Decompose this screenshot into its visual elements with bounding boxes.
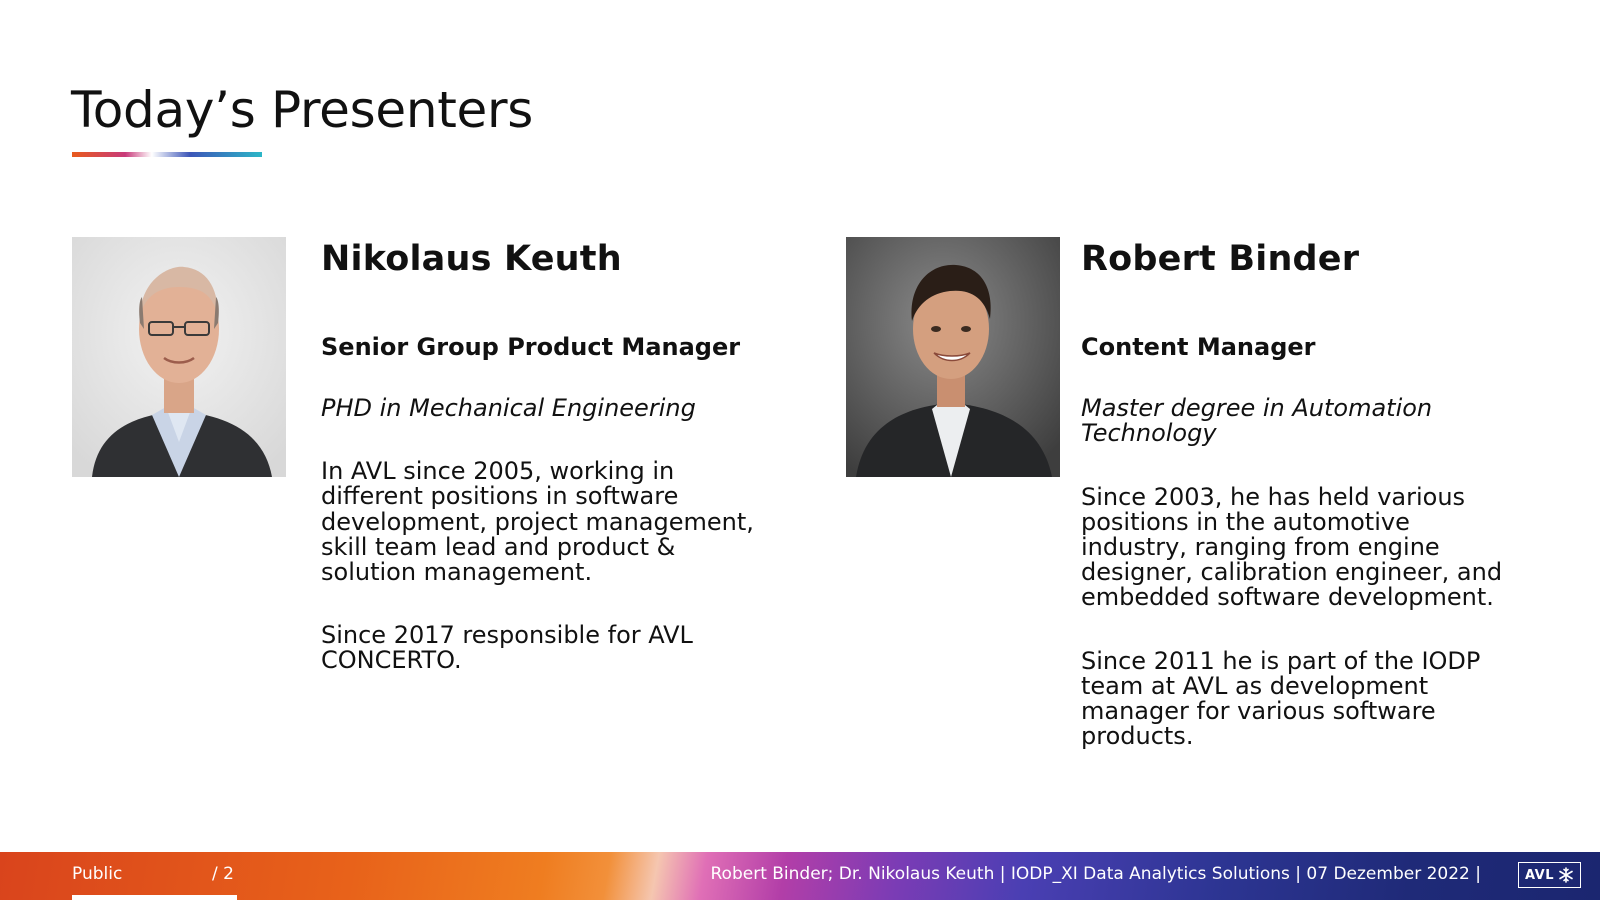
presenter-bio-paragraph: Since 2011 he is part of the IODP team at AVL as development manager for various software products. xyxy=(1081,646,1481,751)
presenter-bio-paragraph: In AVL since 2005, working in different positions in software development, project management, skill team lead and product & solution management. xyxy=(321,457,754,586)
avl-logo xyxy=(1518,862,1581,888)
title-underline xyxy=(72,152,262,157)
presenter-photo-binder xyxy=(846,237,1060,477)
presenter-name: Robert Binder xyxy=(1081,239,1360,279)
presenter-photo-keuth xyxy=(72,237,286,477)
presenter-degree: Master degree in Automation Technology xyxy=(1081,393,1433,448)
presenter-name: Nikolaus Keuth xyxy=(321,239,622,279)
presenter-role: Content Manager xyxy=(1081,333,1316,361)
slide-footer xyxy=(0,852,1600,900)
presenter-info-binder xyxy=(1081,238,1521,749)
presenter-bio-paragraph: Since 2017 responsible for AVL CONCERTO. xyxy=(321,621,693,675)
presenter-info-keuth xyxy=(321,238,776,674)
footer-credits: Robert Binder; Dr. Nikolaus Keuth | IODP_XI Data Analytics Solutions | 07 Dezember 2022 | xyxy=(710,864,1481,884)
slide-title: Today’s Presenters xyxy=(71,81,534,139)
presenter-role: Senior Group Product Manager xyxy=(321,333,741,361)
footer-accent-bar xyxy=(72,895,237,900)
presenter-degree: PHD in Mechanical Engineering xyxy=(321,393,696,422)
avl-logo-text: AVL xyxy=(1524,867,1555,883)
classification-label: Public xyxy=(72,864,123,884)
page-number: / 2 xyxy=(212,864,234,884)
presenter-bio-paragraph: Since 2003, he has held various positions in the automotive industry, ranging from engine designer, calibration engineer, and embedded software development. xyxy=(1081,482,1503,612)
snowflake-icon xyxy=(1558,867,1574,883)
